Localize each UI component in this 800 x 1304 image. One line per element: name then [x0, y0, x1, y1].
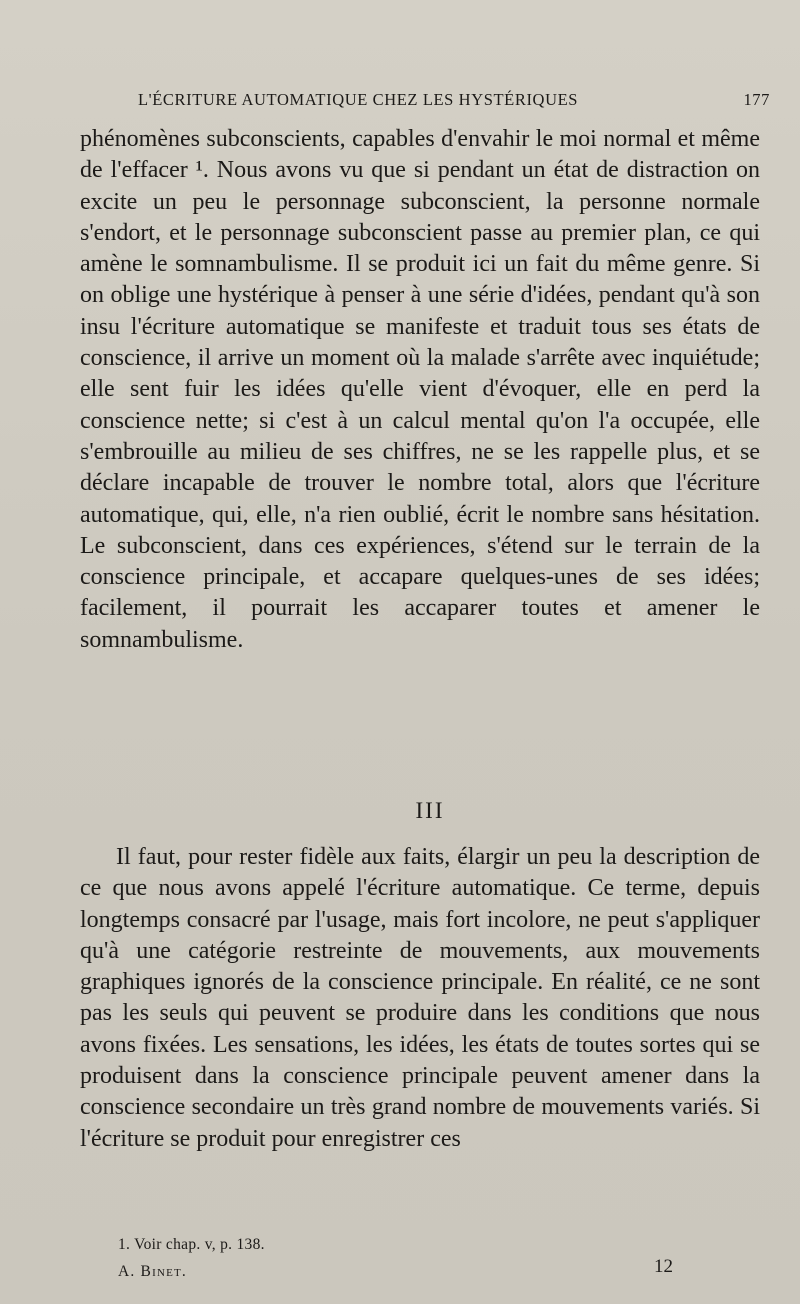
- paragraph-1: phénomènes subconscients, capables d'envahir le moi normal et même de l'effacer ¹. Nous avons vu que si pendant un état de distraction on excite un peu le personnage subconscient, la personne normale s'endort, et le personnage subconscient passe au premier plan, ce qui amène le somnambulisme. Il se produit ici un fait du même genre. Si on oblige une hystérique à penser à une série d'idées, pendant qu'à son insu l'écriture automatique se manifeste et traduit tous ses états de conscience, il arrive un moment où la malade s'arrête avec inquiétude; elle sent fuir les idées qu'elle vient d'évoquer, elle en perd la conscience nette; si c'est à un calcul mental qu'on l'a occupée, elle s'embrouille au milieu de ses chiffres, ne se les rappelle plus, et se déclare incapable de trouver le nombre total, alors que l'écriture automatique, qui, elle, n'a rien oublié, écrit le nombre sans hésitation. Le subconscient, dans ces expériences, s'étend sur le terrain de la conscience principale, et accapare quelques-unes de ses idées; facilement, il pourrait les accaparer toutes et amener le somnambulisme.: [80, 126, 760, 653]
- section-heading: III: [415, 798, 445, 823]
- paragraph-2: Il faut, pour rester fidèle aux faits, élargir un peu la description de ce que nous avons appelé l'écriture automatique. Ce terme, depuis longtemps consacré par l'usage, mais fort incolore, ne peut s'appliquer qu'à une catégorie restreinte de mouvements, aux mouvements graphiques ignorés de la conscience principale. En réalité, ce ne sont pas les seuls qui peuvent se produire dans les conditions que nous avons fixées. Les sensations, les idées, les états de toutes sortes qui se produisent dans la conscience principale peuvent amener dans la conscience secondaire un très grand nombre de mouvements variés. Si l'écriture se produit pour enregistrer ces: [80, 844, 760, 1152]
- gathering-signature-number: 12: [654, 1256, 673, 1277]
- page-number: 177: [743, 90, 770, 109]
- running-head: [138, 90, 770, 116]
- running-title: L'ÉCRITURE AUTOMATIQUE CHEZ LES HYSTÉRIQUES: [138, 90, 579, 109]
- author-signature: A. Binet.: [118, 1263, 188, 1280]
- footnote: 1. Voir chap. v, p. 138.: [118, 1236, 265, 1253]
